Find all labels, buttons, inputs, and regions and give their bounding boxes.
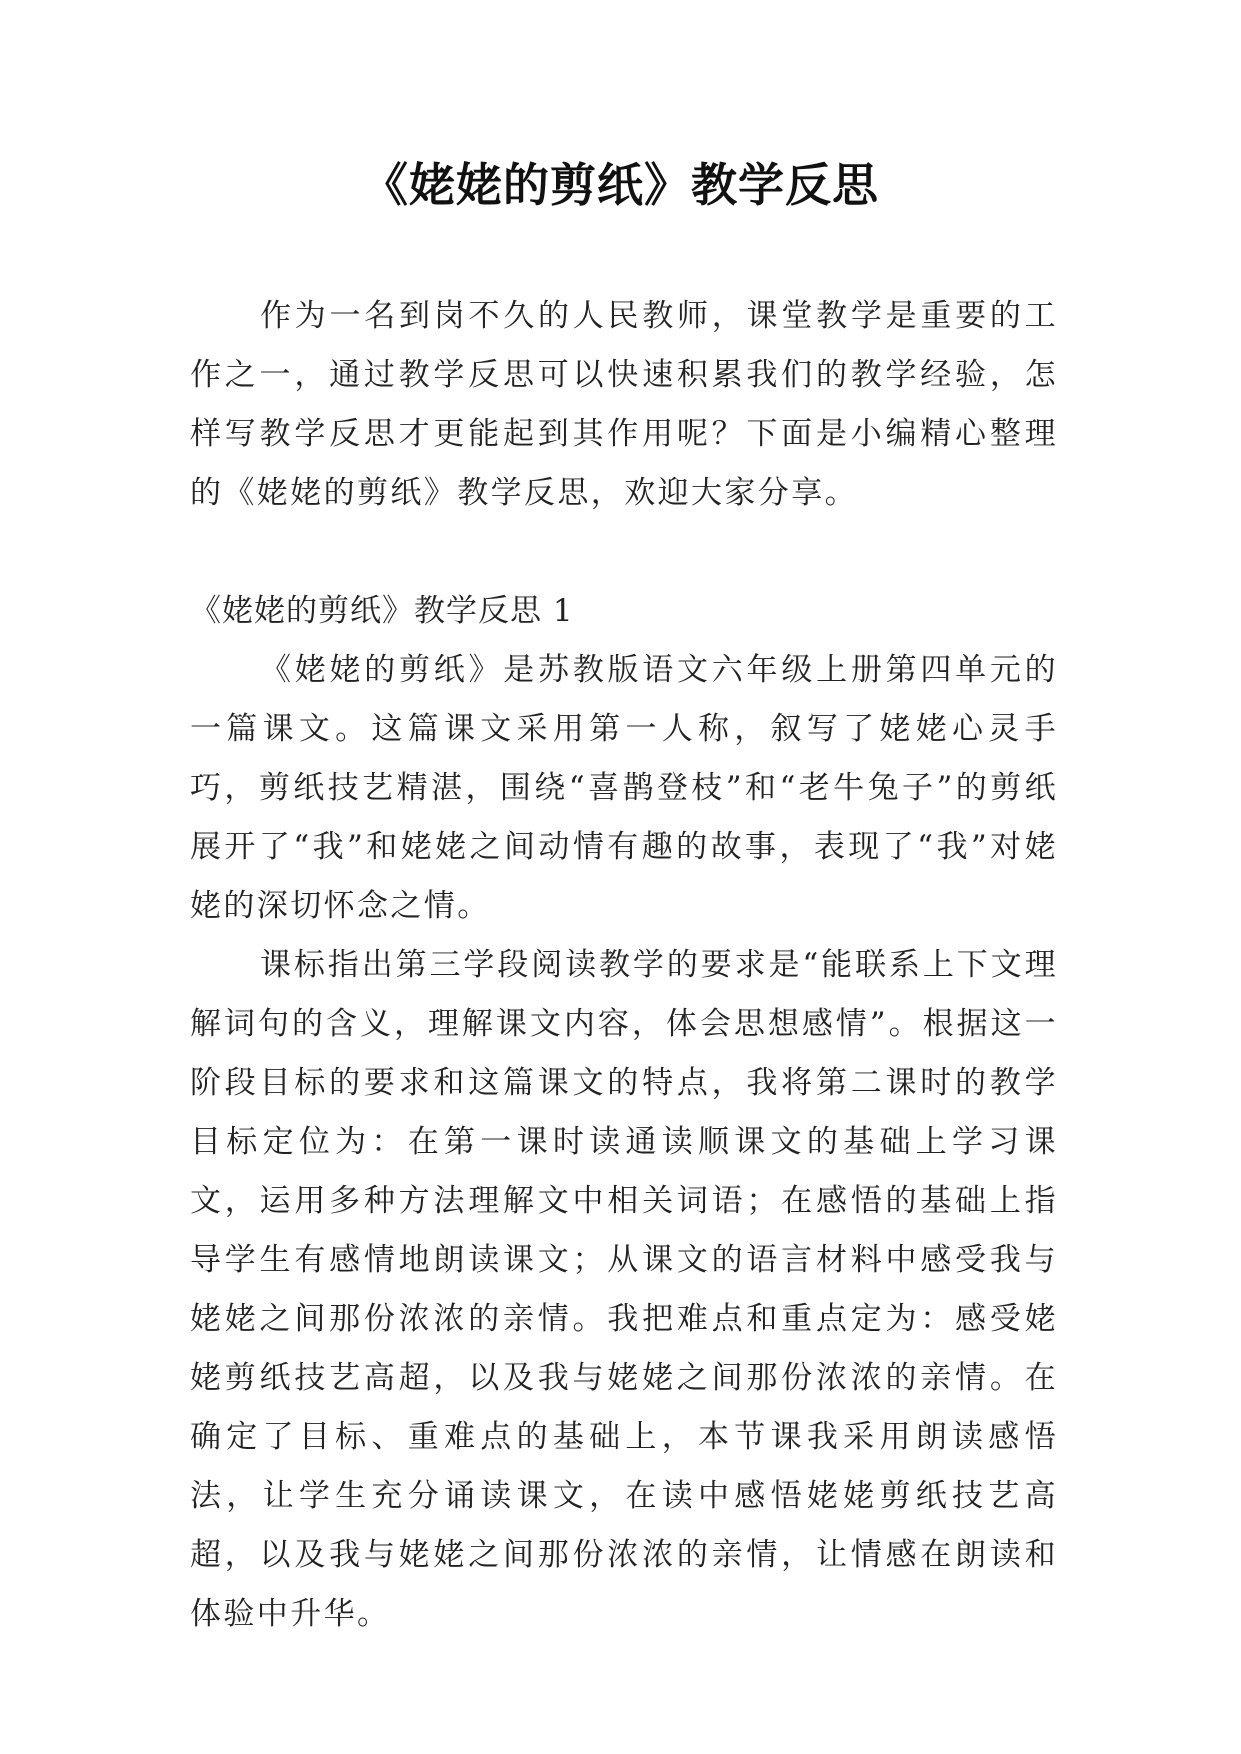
document-title: 《姥姥的剪纸》教学反思 [362,158,879,212]
body-paragraph: 《姥姥的剪纸》是苏教版语文六年级上册第四单元的一篇课文。这篇课文采用第一人称，叙写了姥姥心灵手巧，剪纸技艺精湛，围绕“喜鹊登枝”和“老牛兔子”的剪纸展开了“我”和姥姥之间动情有趣的故事，表现了“我”对姥姥的深切怀念之情。 [190,652,1058,924]
section-1 [190,582,1058,1644]
section-heading: 《姥姥的剪纸》教学反思 1 [190,593,574,629]
body-paragraph: 课标指出第三学段阅读教学的要求是“能联系上下文理解词句的含义，理解课文内容，体会思想感情”。根据这一阶段目标的要求和这篇课文的特点，我将第二课时的教学目标定位为：在第一课时读通读顺课文的基础上学习课文，运用多种方法理解文中相关词语；在感悟的基础上指导学生有感情地朗读课文；从课文的语言材料中感受我与姥姥之间那份浓浓的亲情。我把难点和重点定为：感受姥姥剪纸技艺高超，以及我与姥姥之间那份浓浓的亲情。在确定了目标、重难点的基础上，本节课我采用朗读感悟法，让学生充分诵读课文，在读中感悟姥姥剪纸技艺高超，以及我与姥姥之间那份浓浓的亲情，让情感在朗读和体验中升华。 [190,947,1058,1632]
intro-paragraph: 作为一名到岗不久的人民教师，课堂教学是重要的工作之一，通过教学反思可以快速积累我们的教学经验，怎样写教学反思才更能起到其作用呢？下面是小编精心整理的《姥姥的剪纸》教学反思，欢迎大家分享。 [190,298,1058,511]
document-body [190,287,1058,1644]
